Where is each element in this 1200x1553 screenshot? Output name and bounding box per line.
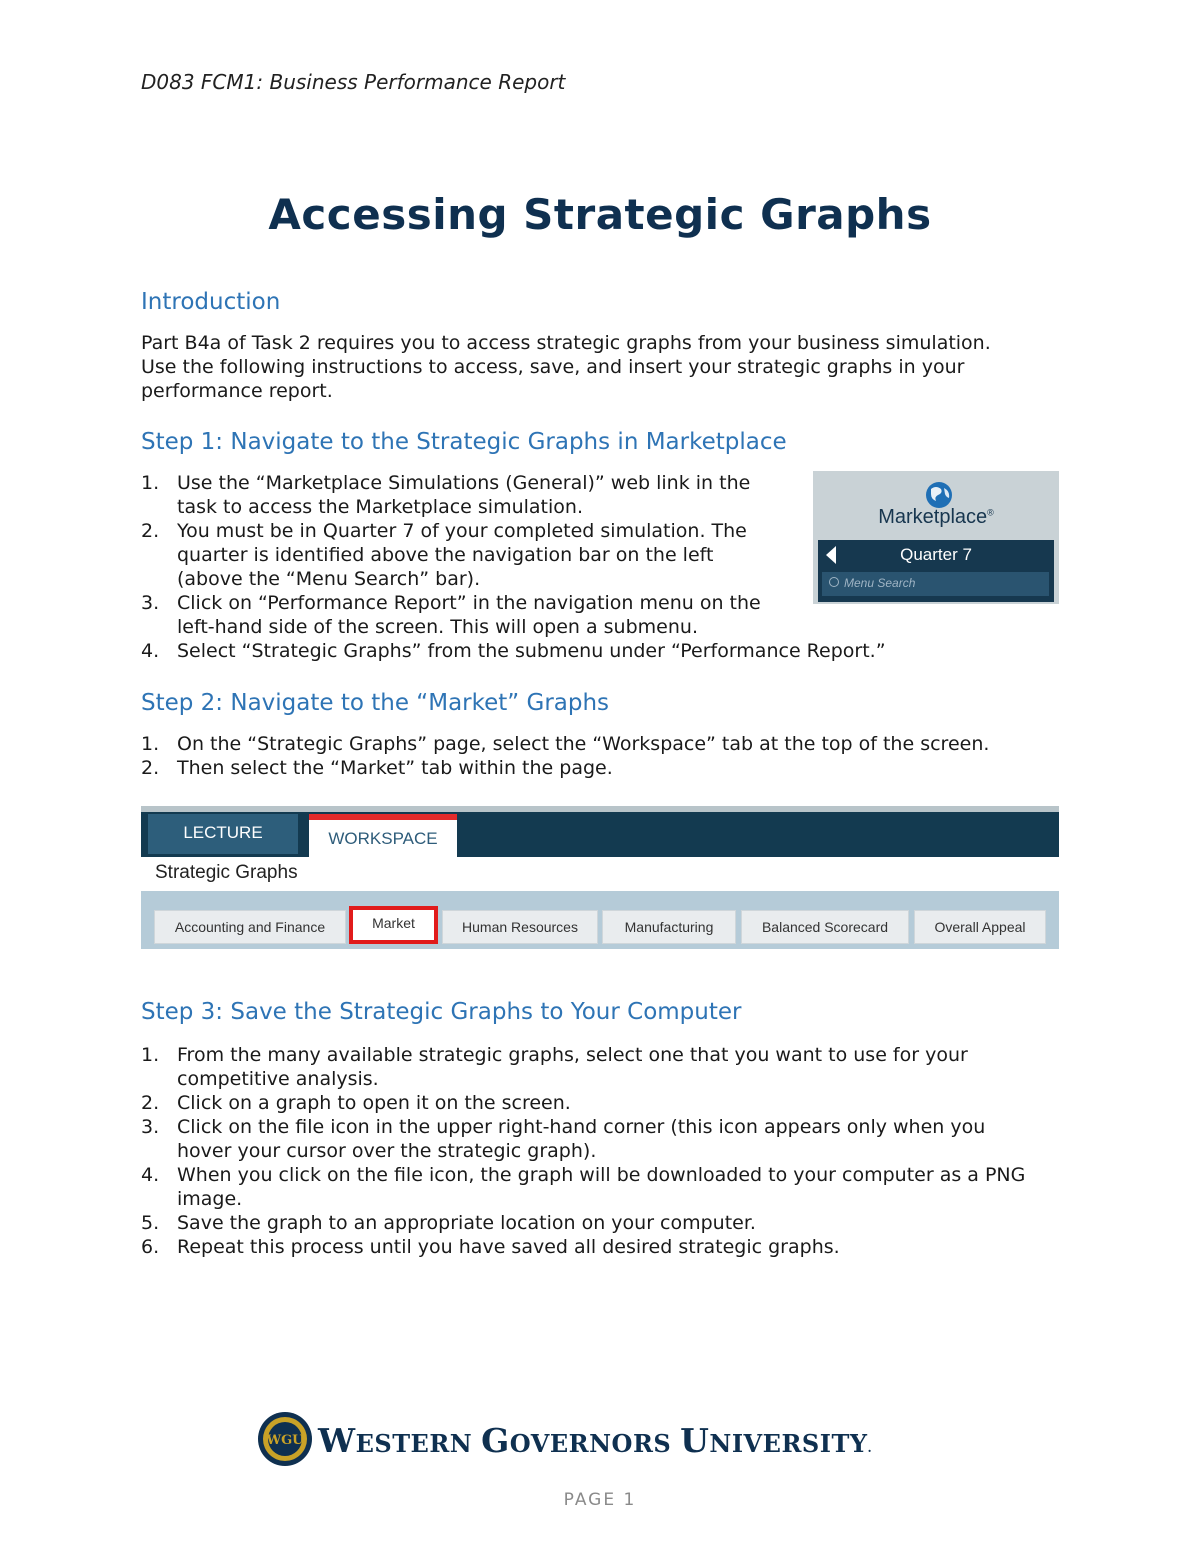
- list-item-line: task to access the Marketplace simulation.: [177, 496, 583, 518]
- wordmark-part: NIVERSITY: [709, 1429, 868, 1458]
- step1-list: [141, 471, 886, 663]
- step2-list: [141, 732, 989, 780]
- intro-paragraph: [141, 331, 991, 403]
- intro-line: Use the following instructions to access, save, and insert your strategic graphs in your: [141, 356, 965, 378]
- list-item-line: hover your cursor over the strategic graph).: [177, 1140, 597, 1162]
- menu-search-placeholder: Menu Search: [844, 576, 916, 590]
- wordmark-part: OVERNORS: [509, 1429, 681, 1458]
- strategic-graphs-title: Strategic Graphs: [155, 862, 298, 883]
- intro-line: performance report.: [141, 380, 333, 402]
- document-header: D083 FCM1: Business Performance Report: [141, 70, 566, 94]
- list-item-line: Then select the “Market” tab within the page.: [177, 757, 613, 779]
- list-item: [141, 1043, 1025, 1091]
- subtab-overall-appeal[interactable]: Overall Appeal: [914, 910, 1046, 944]
- list-item: [141, 1115, 1025, 1163]
- list-item: [141, 591, 886, 639]
- wordmark-trademark: .: [867, 1441, 873, 1455]
- list-item: [141, 1163, 1025, 1211]
- step3-heading: Step 3: Save the Strategic Graphs to Your Computer: [141, 999, 742, 1025]
- list-number: 2.: [141, 757, 160, 779]
- list-item: [141, 519, 886, 591]
- wordmark-part: W: [318, 1421, 356, 1460]
- intro-heading: Introduction: [141, 289, 281, 315]
- step3-list: [141, 1043, 1025, 1259]
- list-number: 3.: [141, 1116, 160, 1138]
- subtab-human-resources[interactable]: Human Resources: [442, 910, 598, 944]
- list-item-line: You must be in Quarter 7 of your completed simulation. The: [177, 520, 747, 542]
- list-item: [141, 756, 989, 780]
- list-item: [141, 1211, 1025, 1235]
- list-number: 5.: [141, 1212, 160, 1234]
- seal-text: WGU: [266, 1433, 304, 1448]
- list-item-line: competitive analysis.: [177, 1068, 379, 1090]
- wordmark-part: U: [680, 1421, 710, 1460]
- list-item-line: Click on the file icon in the upper right-hand corner (this icon appears only when you: [177, 1116, 986, 1138]
- list-item: [141, 1235, 1025, 1259]
- page-title: Accessing Strategic Graphs: [268, 190, 932, 239]
- list-number: 3.: [141, 592, 160, 614]
- list-number: 1.: [141, 733, 160, 755]
- list-number: 1.: [141, 472, 160, 494]
- tab-workspace[interactable]: WORKSPACE: [309, 814, 457, 857]
- list-item-line: Save the graph to an appropriate location on your computer.: [177, 1212, 756, 1234]
- marketplace-brand: [813, 506, 1059, 529]
- university-name: [318, 1421, 872, 1460]
- trademark: ®: [987, 507, 994, 518]
- list-item-line: Repeat this process until you have saved all desired strategic graphs.: [177, 1236, 840, 1258]
- wordmark-part: G: [481, 1421, 510, 1460]
- list-number: 2.: [141, 1092, 160, 1114]
- wgu-seal-logo: [257, 1411, 313, 1467]
- list-number: 4.: [141, 1164, 160, 1186]
- list-item-line: image.: [177, 1188, 243, 1210]
- tab-lecture[interactable]: LECTURE: [148, 814, 298, 854]
- list-item-line: Use the “Marketplace Simulations (General)” web link in the: [177, 472, 751, 494]
- step1-heading: Step 1: Navigate to the Strategic Graphs in Marketplace: [141, 429, 787, 455]
- step2-heading: Step 2: Navigate to the “Market” Graphs: [141, 690, 610, 716]
- list-item: [141, 639, 886, 663]
- list-number: 6.: [141, 1236, 160, 1258]
- subtab-accounting-and-finance[interactable]: Accounting and Finance: [154, 910, 346, 944]
- list-item: [141, 732, 989, 756]
- list-item-line: Click on a graph to open it on the screen.: [177, 1092, 571, 1114]
- search-icon: [829, 577, 839, 587]
- list-item-line: When you click on the file icon, the graph will be downloaded to your computer as a PNG: [177, 1164, 1026, 1186]
- subtab-market[interactable]: Market: [349, 906, 438, 944]
- list-number: 1.: [141, 1044, 160, 1066]
- list-item-line: (above the “Menu Search” bar).: [177, 568, 481, 590]
- list-number: 2.: [141, 520, 160, 542]
- list-item: [141, 471, 886, 519]
- list-item-line: Click on “Performance Report” in the navigation menu on the: [177, 592, 761, 614]
- subtab-manufacturing[interactable]: Manufacturing: [602, 910, 736, 944]
- subtab-balanced-scorecard[interactable]: Balanced Scorecard: [741, 910, 909, 944]
- list-item-line: Select “Strategic Graphs” from the submenu under “Performance Report.”: [177, 640, 886, 662]
- list-item-line: From the many available strategic graphs, select one that you want to use for your: [177, 1044, 968, 1066]
- wordmark-part: ESTERN: [355, 1429, 482, 1458]
- list-item-line: quarter is identified above the navigation bar on the left: [177, 544, 714, 566]
- list-item-line: left-hand side of the screen. This will open a submenu.: [177, 616, 698, 638]
- intro-line: Part B4a of Task 2 requires you to access strategic graphs from your business simulation.: [141, 332, 991, 354]
- list-number: 4.: [141, 640, 160, 662]
- page-number: PAGE 1: [563, 1490, 637, 1510]
- brand-name: Marketplace: [878, 506, 988, 528]
- list-item-line: On the “Strategic Graphs” page, select the “Workspace” tab at the top of the screen.: [177, 733, 990, 755]
- list-item: [141, 1091, 1025, 1115]
- quarter-label: Quarter 7: [900, 545, 972, 564]
